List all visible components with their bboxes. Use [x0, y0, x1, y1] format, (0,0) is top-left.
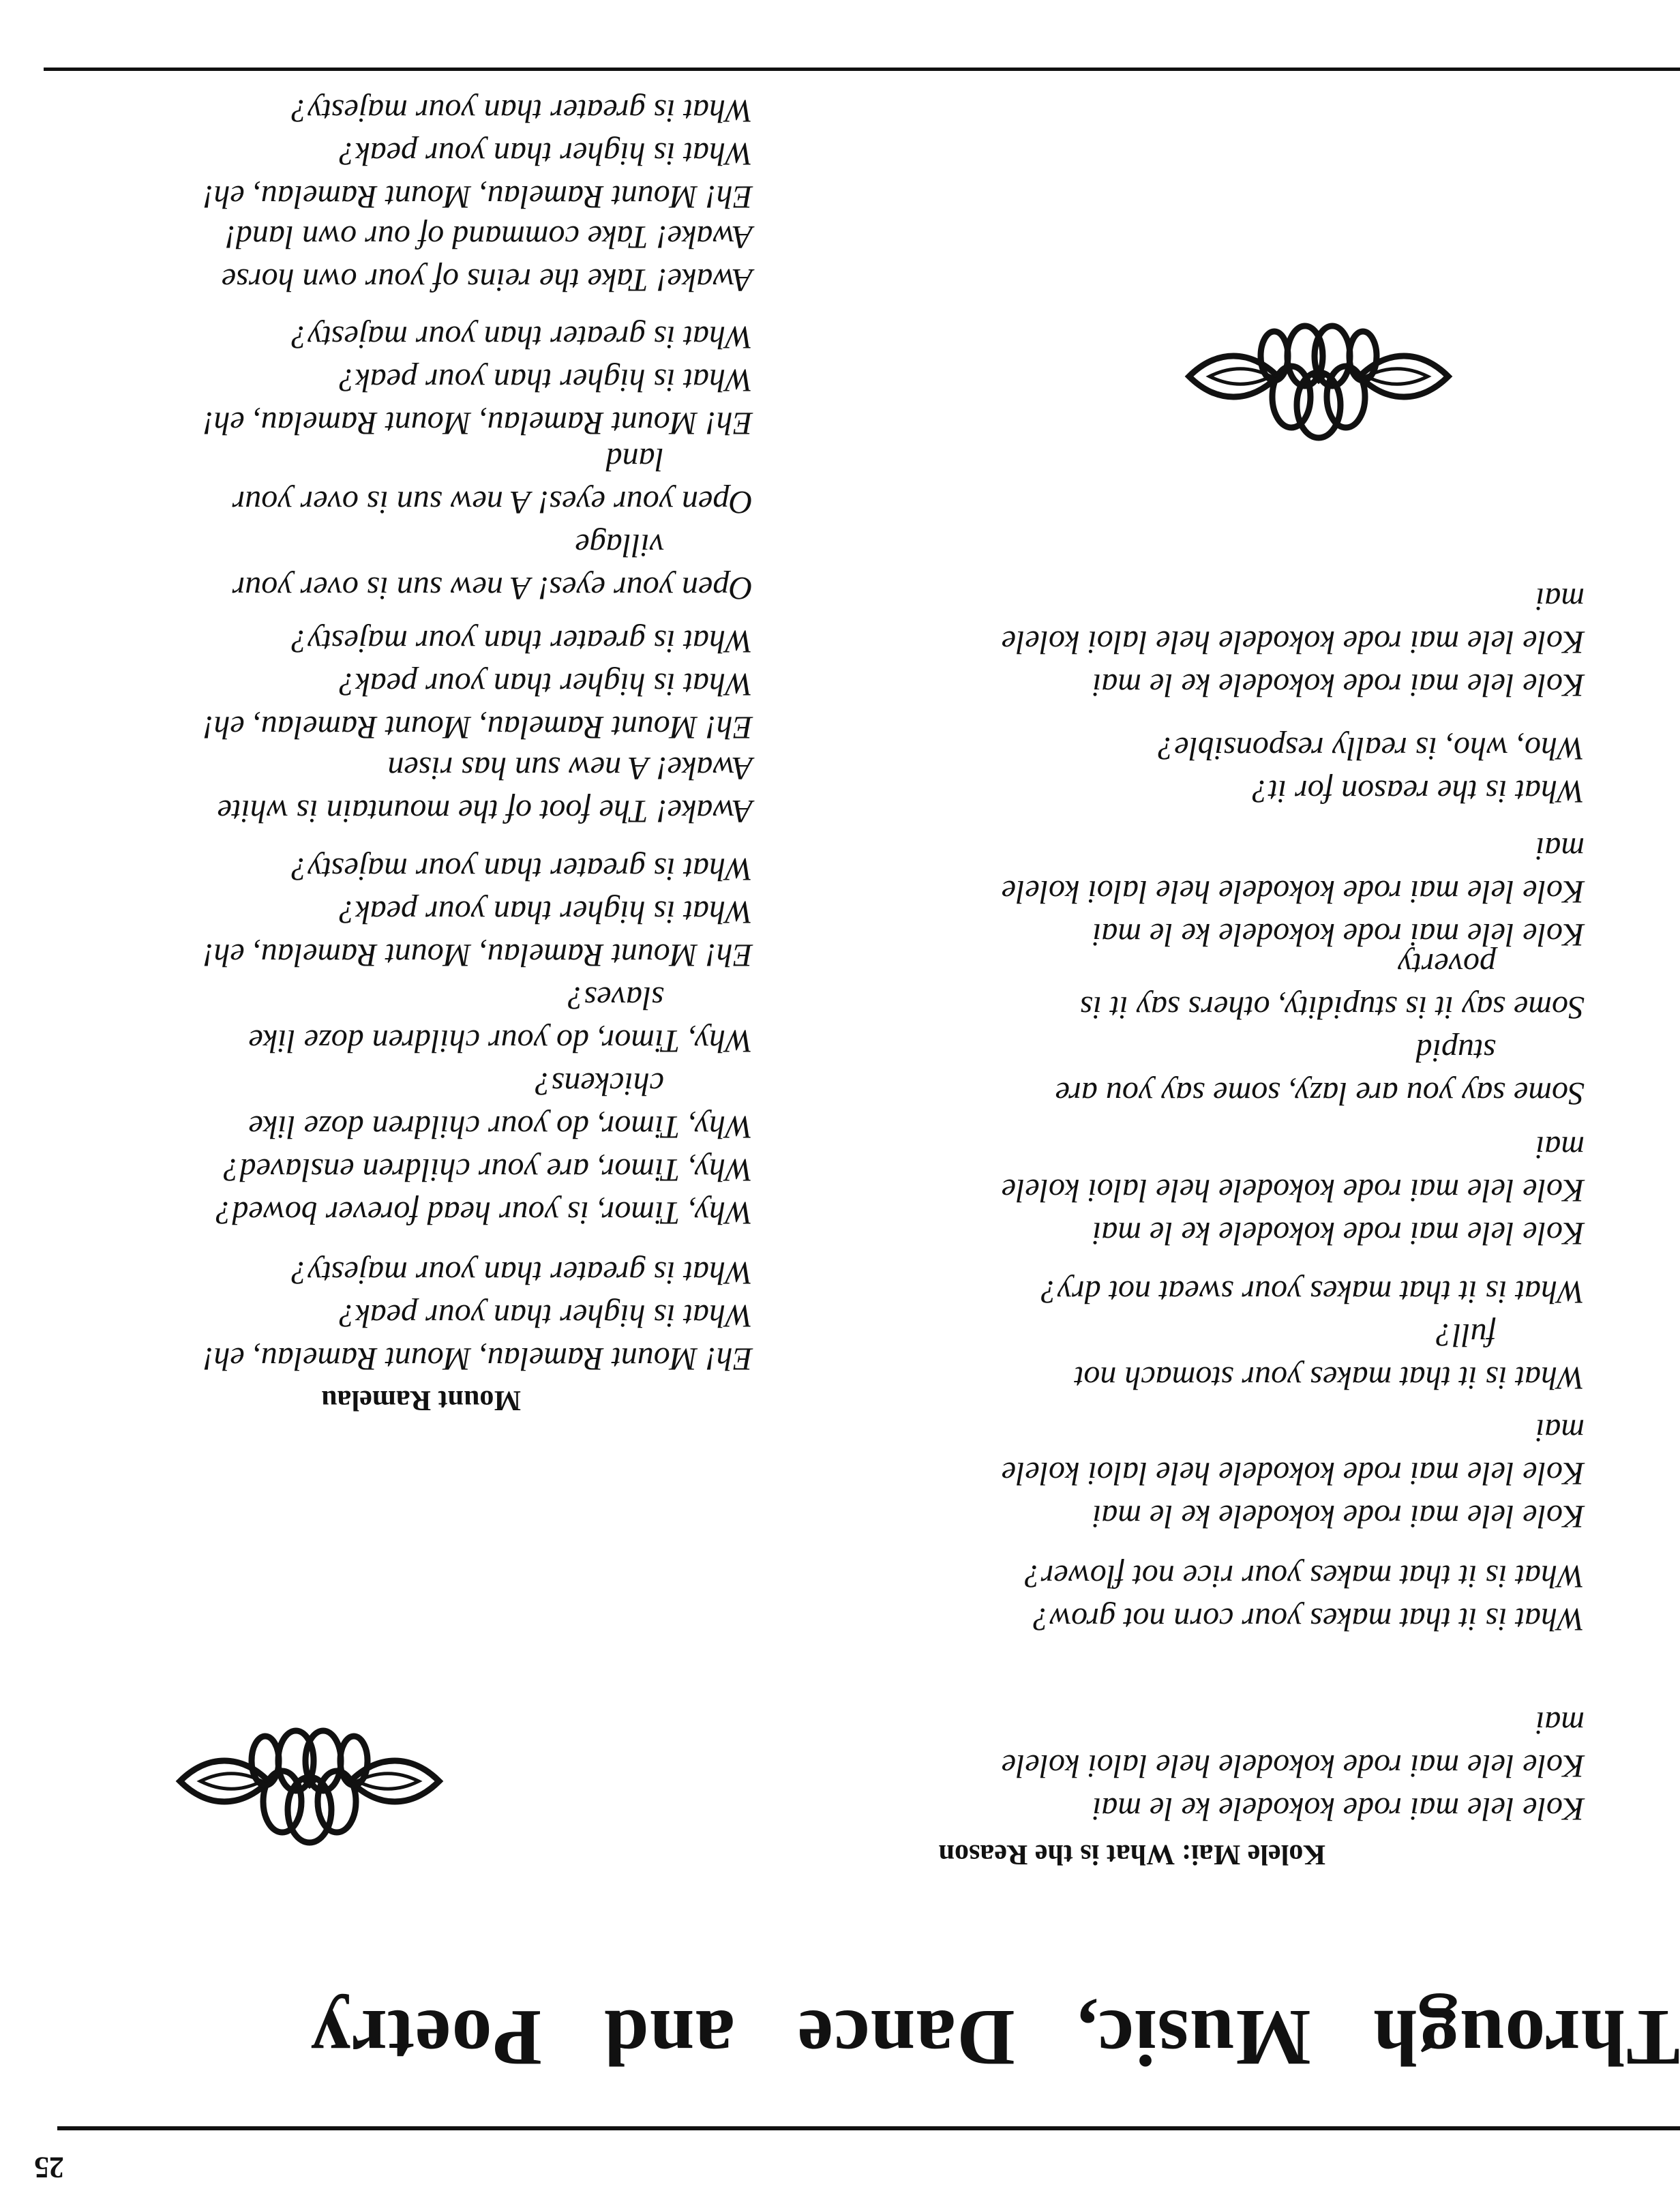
top-rule: [57, 2126, 1680, 2130]
verse-line: Kole lele mai rode kokodele ke le mai: [1092, 1498, 1585, 1534]
verse-line: Kole lele mai rode kokodele hele laloi kolele: [1001, 1455, 1585, 1491]
verse-line: What is greater than your majesty?: [291, 851, 753, 887]
stanza: [1002, 827, 1585, 956]
stanza: [203, 316, 753, 445]
verse-line: stupid: [1415, 1032, 1496, 1069]
stanza: [1055, 943, 1585, 1115]
verse-line: What is greater than your majesty?: [291, 1255, 753, 1291]
stanza: [1041, 1270, 1585, 1399]
verse-line: Why, Timor, are your children enslaved?: [223, 1152, 753, 1188]
verse-line: Kole lele mai rode kokodele ke le mai: [1092, 1791, 1585, 1827]
verse-line: Open your eyes! A new sun is over your: [232, 570, 753, 606]
verse-line: Eh! Mount Ramelau, Mount Ramelau, eh!: [202, 1341, 753, 1377]
scroll-ornament: [166, 1713, 453, 1849]
verse-line: poverty: [1398, 947, 1496, 983]
stanza: [216, 977, 753, 1234]
verse-line: mai: [1535, 581, 1585, 617]
verse-line: What is higher than your peak?: [339, 1298, 753, 1334]
stanza: [203, 848, 753, 977]
verse-line: What is the reason for it?: [1252, 773, 1585, 809]
verse-line: Who, who, is really responsible?: [1158, 730, 1585, 766]
verse-line: full?: [1435, 1317, 1496, 1353]
stanza: [222, 215, 753, 301]
verse-line: slaves?: [567, 980, 664, 1016]
stanza: [203, 620, 753, 749]
page-title: Through Music, Dance and Poetry: [310, 1993, 1680, 2083]
verse-line: mai: [1535, 831, 1585, 867]
page-number: 25: [34, 2151, 64, 2184]
verse-line: What is higher than your peak?: [339, 136, 753, 172]
verse-line: Why, Timor, do your children doze like: [248, 1023, 753, 1059]
verse-line: Kole lele mai rode kokodele ke le mai: [1092, 667, 1585, 703]
verse-line: land: [605, 441, 664, 477]
song-title-mount-ramelau: Mount Ramelau: [321, 1384, 521, 1416]
stanza: [217, 747, 753, 833]
verse-line: Kole lele mai rode kokodele ke le mai: [1092, 1215, 1585, 1251]
verse-line: What is higher than your peak?: [339, 362, 753, 398]
verse-line: What is it that makes your stomach not: [1075, 1360, 1585, 1396]
verse-line: What is it that makes your corn not grow?: [1033, 1601, 1585, 1637]
verse-line: What is higher than your peak?: [339, 666, 753, 702]
verse-line: Kole lele mai rode kokodele hele laloi kolele: [1001, 1172, 1585, 1208]
stanza: [203, 1251, 753, 1380]
verse-line: Kole lele mai rode kokodele hele laloi kolele: [1001, 624, 1585, 660]
verse-line: chickens?: [535, 1066, 664, 1102]
verse-line: Awake! The foot of the mountain is white: [217, 793, 753, 829]
verse-line: Some say you are lazy, some say you are: [1055, 1075, 1585, 1112]
verse-line: Open your eyes! A new sun is over your: [232, 484, 753, 520]
verse-line: Eh! Mount Ramelau, Mount Ramelau, eh!: [202, 179, 753, 215]
bottom-rule: [44, 68, 1680, 71]
verse-line: Awake! Take the reins of your own horse: [221, 262, 753, 298]
verse-line: Kole lele mai rode kokodele ke le mai: [1092, 917, 1585, 953]
verse-line: Some say it is stupidity, others say it is: [1080, 989, 1585, 1026]
verse-line: mai: [1535, 1129, 1585, 1165]
verse-line: What is it that makes your rice not flower?: [1024, 1558, 1585, 1594]
verse-line: What is greater than your majesty?: [291, 623, 753, 659]
verse-line: mai: [1535, 1705, 1585, 1741]
verse-line: village: [575, 527, 664, 563]
verse-line: What is higher than your peak?: [339, 894, 753, 930]
verse-line: What is greater than your majesty?: [291, 319, 753, 355]
stanza: [1158, 727, 1585, 813]
verse-line: Eh! Mount Ramelau, Mount Ramelau, eh!: [202, 405, 753, 441]
scroll-ornament: [1175, 308, 1462, 445]
verse-line: What is greater than your majesty?: [291, 93, 753, 129]
verse-line: Awake! A new sun has risen: [387, 750, 753, 786]
verse-line: Kole lele mai rode kokodele hele laloi kolele: [1001, 874, 1585, 910]
stanza: [1025, 1555, 1585, 1641]
verse-line: Eh! Mount Ramelau, Mount Ramelau, eh!: [202, 937, 753, 973]
verse-line: Awake! Take command of our own land!: [224, 219, 753, 255]
stanza: [1002, 578, 1585, 706]
verse-line: Kole lele mai rode kokodele hele laloi kolele: [1001, 1748, 1585, 1784]
stanza: [232, 438, 753, 610]
verse-line: Eh! Mount Ramelau, Mount Ramelau, eh!: [202, 709, 753, 745]
verse-line: mai: [1535, 1412, 1585, 1448]
verse-line: What is it that makes your sweat not dry?: [1040, 1274, 1585, 1310]
stanza: [203, 89, 753, 218]
stanza: [1002, 1409, 1585, 1538]
song-title-kolele-mai: Kolele Mai: What is the Reason: [938, 1838, 1325, 1870]
verse-line: Why, Timor, is your head forever bowed?: [215, 1195, 753, 1231]
stanza: [1002, 1701, 1585, 1830]
verse-line: Why, Timor, do your children doze like: [248, 1109, 753, 1145]
stanza: [1002, 1126, 1585, 1255]
